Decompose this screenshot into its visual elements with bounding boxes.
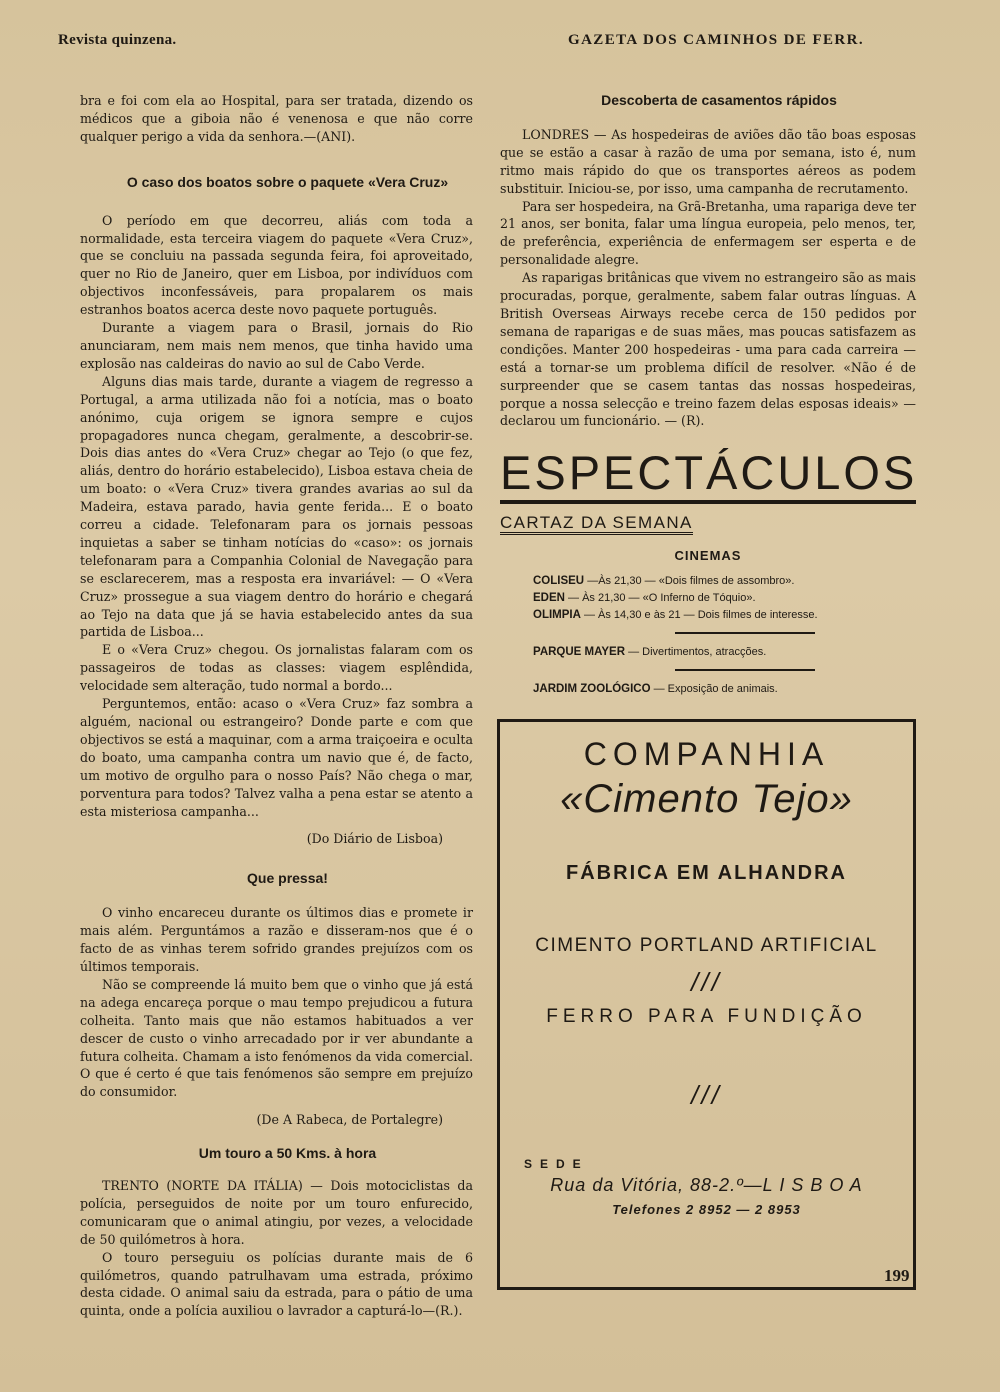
ad-product-iron: FERRO PARA FUNDIÇÃO	[546, 1006, 867, 1027]
article-paragraph: Para ser hospedeira, na Grã-Bretanha, uma rapariga deve ter 21 anos, ser bonita, falar uma língua europeia, pelo menos, ter, de preferência, experiência de enfermagem ser esperta e de personalidade alegre.	[500, 198, 916, 268]
section-title-espectaculos: ESPECTÁCULOS	[500, 448, 916, 504]
ad-factory-line: FÁBRICA EM ALHANDRA	[566, 862, 847, 884]
article-paragraph: E o «Vera Cruz» chegou. Os jornalistas falaram com os passageiros de todas as classes: viagem esplêndida, velocidade sem alteração, tudo normal a bordo...	[80, 642, 473, 694]
ad-phones: Telefones 2 8952 — 2 8953	[612, 1202, 801, 1217]
article-paragraph: O período em que decorreu, aliás com toda a normalidade, esta terceira viagem do paquete «Vera Cruz», que se concluiu na passada segunda feira, foi aproveitado, quer no Rio de Janeiro, quer em Lisboa, por indivíduos com objectivos inconfessáveis, para propalarem os mais estranhos boatos acerca deste novo paquete português.	[80, 212, 473, 318]
article-paragraph: O vinho encareceu durante os últimos dias e promete ir mais além. Perguntámos a razão e disseram-nos que é o facto de as vinhas terem sofrido grandes prejuízos com os últimos temporais.	[80, 905, 473, 974]
listing-detail: — Às 14,30 e às 21 — Dois filmes de interesse.	[583, 609, 818, 622]
article-paragraph: Não se compreende lá muito bem que o vinho que já está na adega encareça porque o mau tempo prejudicou a futura colheita. Tanto mais que não estamos habituados a ver descer de custo o vinho arrecadado por ir ver abundante a futura colheita. Chamam a isto fenómenos da vida comercial. O que é certo é que tais fenómenos são sempre em prejuízo do consumidor.	[80, 976, 473, 1100]
listing-venue: PARQUE MAYER	[533, 646, 626, 659]
article-title-touro: Um touro a 50 Kms. à hora	[198, 1145, 377, 1162]
divider-rule	[675, 632, 815, 634]
article-title-casamentos: Descoberta de casamentos rápidos	[601, 92, 837, 108]
listing-row	[533, 644, 916, 661]
article-paragraph: Alguns dias mais tarde, durante a viagem de regresso a Portugal, a arma utilizada não foi a notícia, mas o boato anónimo, cuja origem se ignora sempre e cujos propagadores nunca chegam, geralmente, a descobrir-se. Dois dias antes do «Vera Cruz» chegar ao Tejo (o que fez, aliás, dentro do horário estabelecido), Lisboa estava cheia de um boato: o «Vera Cruz» tivera grandes avarias ao sul da Madeira, estava parado, havia gente ferida... E o boato correu a cidade. Telefonaram para os jornais pessoas inquietas a saber se tinham notícias do «caso»: os jornais telefonaram para a Companhia Colonial de Navegação para se esclarecerem, mas a resposta era invariável: — O «Vera Cruz» prossegue a sua viagem dentro do horário e chegará ao Tejo na data que já se havia estabelecido antes da sua partida de Lisboa...	[80, 373, 473, 640]
listing-row	[533, 681, 916, 698]
article-source: (Do Diário de Lisboa)	[306, 831, 443, 847]
article-paragraph: Perguntemos, então: acaso o «Vera Cruz» faz sombra a alguém, nacional ou estrangeiro? Donde parte e com que objectivos se está a maquinar, com a arma traiçoeira e oculta do boato, uma campanha contra um navio que é, de facto, um motivo de orgulho para o nosso País? Não chega o mar, porventura para todos? Talvez valha a pena estar se atento a esta misteriosa campanha...	[80, 696, 473, 819]
listing-row	[533, 607, 916, 624]
article-title-vera-cruz: O caso dos boatos sobre o paquete «Vera Cruz»	[126, 173, 449, 190]
listing-venue: COLISEU	[533, 575, 585, 588]
listing-row	[533, 590, 916, 607]
section-subtitle-cartaz: CARTAZ DA SEMANA	[500, 514, 693, 535]
listing-detail: — Divertimentos, atracções.	[628, 646, 767, 659]
cinemas-heading: CINEMAS	[674, 548, 742, 564]
article-paragraph: As raparigas britânicas que vivem no estrangeiro são as mais procuradas, porque, geralmente, sabem falar outras línguas. A British Overseas Airways recebe cerca de 150 pedidos por semana de raparigas e de suas mães, mas poucas satisfazem as condições. Manter 200 hospedeiras - uma para cada carreira — está a tornar-se um problema difícil de resolver. «Não é de surpreender que se casem tantas das nossas hospedeiras, porque a nossa selecção e treino fazem delas esposas ideais» — declarou um funcionário. — (R).	[500, 270, 916, 429]
listing-venue: EDEN	[533, 592, 565, 605]
article-paragraph: LONDRES — As hospedeiras de aviões dão tão boas esposas que se estão a casar à razão de uma por semana, isto é, num ritmo mais rápido do que os transportes aéreos as podem substituir. Iniciou-se, por isso, uma campanha de recrutamento.	[500, 126, 916, 196]
running-header-left: Revista quinzena.	[58, 32, 177, 48]
listing-venue: JARDIM ZOOLÓGICO	[533, 683, 651, 696]
intro-paragraph: bra e foi com ela ao Hospital, para ser tratada, dizendo os médicos que a giboia não é venenosa e que não corre qualquer perigo a vida da senhora.—(ANI).	[80, 93, 473, 144]
listing-detail: — Às 21,30 — «O Inferno de Tóquio».	[568, 592, 756, 605]
running-header-right: GAZETA DOS CAMINHOS DE FERR.	[568, 32, 865, 48]
cinema-listings	[533, 573, 916, 624]
ad-separator-slashes: ///	[691, 1080, 722, 1110]
article-paragraph: O touro perseguiu os polícias durante mais de 6 quilómetros, quando patrulhavam uma estrada, próximo desta cidade. O animal saiu da estrada, para o pátio de uma quinta, onde a polícia auxiliou o lavrador a capturá-lo—(R.).	[80, 1249, 473, 1319]
ad-brand-name: «Cimento Tejo»	[560, 777, 853, 821]
cimento-tejo-advertisement	[497, 719, 916, 1290]
article-paragraph: TRENTO (NORTE DA ITÁLIA) — Dois motociclistas da polícia, perseguidos de noite por um touro enfurecido, comunicaram que o animal atingiu, por vezes, a velocidade de 50 quilómetros à hora.	[80, 1178, 473, 1247]
listing-detail: — Exposição de animais.	[653, 683, 778, 696]
listing-row	[533, 573, 916, 590]
listing-venue: OLIMPIA	[533, 609, 581, 622]
ad-company-line: COMPANHIA	[583, 736, 830, 772]
article-paragraph: Durante a viagem para o Brasil, jornais do Rio anunciaram, nem mais nem menos, que tinha havido uma explosão nas caldeiras do navio ao sul de Cabo Verde.	[80, 320, 473, 371]
ad-product-cement: CIMENTO PORTLAND ARTIFICIAL	[535, 935, 878, 956]
left-column	[80, 92, 473, 1320]
ad-separator-slashes: ///	[691, 967, 722, 997]
right-column	[500, 92, 916, 698]
article-title-que-pressa: Que pressa!	[247, 870, 328, 887]
ad-sede-label: SEDE	[524, 1157, 589, 1171]
article-source: (De A Rabeca, de Portalegre)	[256, 1112, 443, 1128]
listing-detail: —Às 21,30 — «Dois filmes de assombro».	[587, 575, 795, 588]
ad-address: Rua da Vitória, 88-2.º—L I S B O A	[550, 1175, 863, 1195]
page-number: 199	[884, 1266, 910, 1285]
divider-rule	[675, 669, 815, 671]
